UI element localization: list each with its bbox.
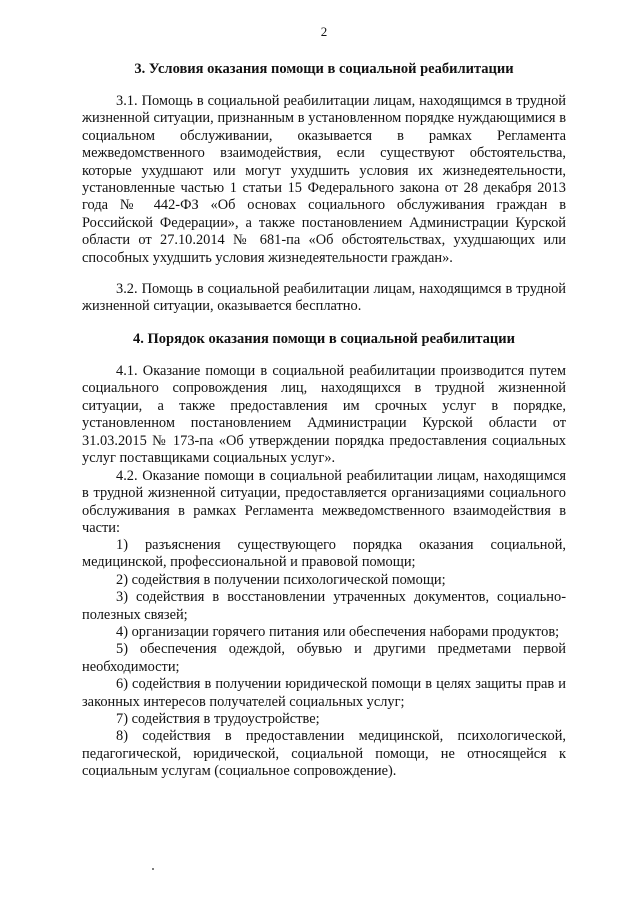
paragraph-3-1: 3.1. Помощь в социальной реабилитации лицам, находящимся в трудной жизненной ситуации, признанным в установленном порядке нуждающимися в социальном обслуживании, оказывается в рамках Регламента межведомственного взаимодействия, если существуют обстоятельства, которые ухудшают или могут ухудшить условия их жизнедеятельности, установленные частью 1 статьи 15 Федерального закона от 28 декабря 2013 года № 442-ФЗ «Об основах социального обслуживания граждан в Российской Федерации», а также постановлением Администрации Курской области от 27.10.2014 № 681-па «Об обстоятельствах, ухудшающих или способных ухудшить условия жизнедеятельности граждан».: [82, 93, 566, 266]
assistance-list: [82, 537, 566, 781]
list-item: 5) обеспечения одеждой, обувью и другими предметами первой необходимости;: [82, 641, 566, 675]
paragraph-4-2: 4.2. Оказание помощи в социальной реабилитации лицам, находящимся в трудной жизненной ситуации, предоставляется организациями социального обслуживания в рамках Регламента межведомственного взаимодействия в части:: [82, 468, 566, 537]
list-item: 2) содействия в получении психологической помощи;: [116, 571, 446, 588]
list-item: 3) содействия в восстановлении утраченных документов, социально-полезных связей;: [82, 589, 566, 623]
list-item: 7) содействия в трудоустройстве;: [116, 711, 320, 728]
section-4-heading: 4. Порядок оказания помощи в социальной реабилитации: [133, 331, 515, 347]
document-page: [82, 0, 566, 905]
list-item: 4) организации горячего питания или обеспечения наборами продуктов;: [116, 624, 560, 641]
paragraph-4-1: 4.1. Оказание помощи в социальной реабилитации производится путем социального сопровождения лиц, находящихся в трудной жизненной ситуации, а также предоставления им срочных услуг в порядке, установленном постановлением Администрации Курской области от 31.03.2015 № 173-па «Об утверждении порядка предоставления социальных услуг поставщиками социальных услуг».: [82, 363, 566, 467]
scan-dot: [152, 868, 154, 870]
list-item: 8) содействия в предоставлении медицинской, психологической, педагогической, юридической, социальной помощи, не относящейся к социальным услугам (социальное сопровождение).: [82, 728, 566, 780]
section-3-heading: 3. Условия оказания помощи в социальной реабилитации: [134, 61, 514, 77]
list-item: 6) содействия в получении юридической помощи в целях защиты прав и законных интересов получателей социальных услуг;: [82, 676, 566, 710]
paragraph-3-2: 3.2. Помощь в социальной реабилитации лицам, находящимся в трудной жизненной ситуации, оказывается бесплатно.: [82, 281, 566, 315]
page-number: 2: [320, 24, 328, 39]
list-item: 1) разъяснения существующего порядка оказания социальной, медицинской, профессиональной и правовой помощи;: [82, 537, 566, 571]
